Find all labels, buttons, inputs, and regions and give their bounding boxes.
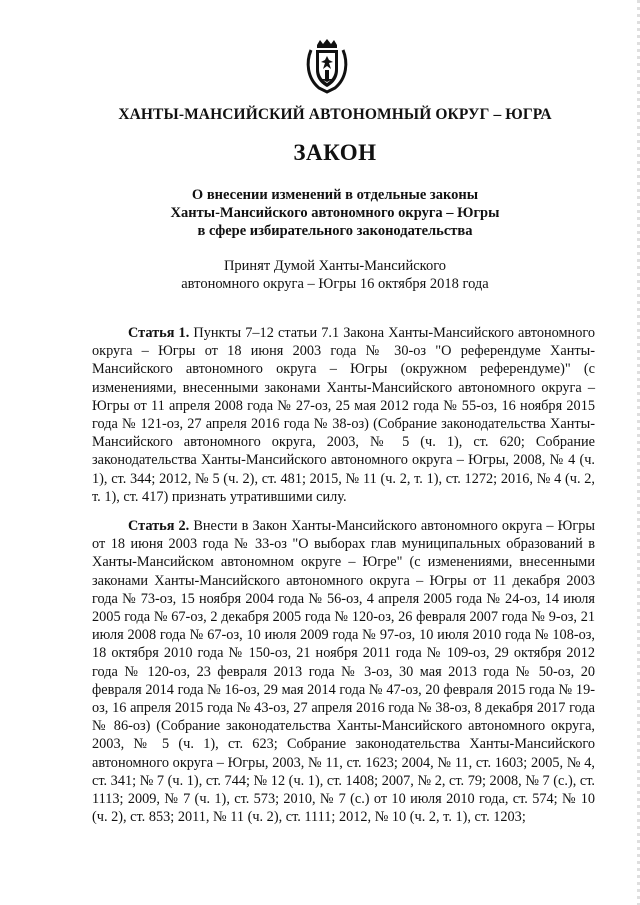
article-text: Внести в Закон Ханты-Мансийского автономного округа – Югры от 18 июня 2003 года № 33-оз "О выборах глав муниципальных образований в Ханты-Мансийском автономном округе – Югре" (с изменениями, внесенными законами Ханты-Мансийского автономного округа – Югры от 11 декабря 2003 года № 73-оз, 15 ноября 2004 года № 56-оз, 4 апреля 2005 года № 24-оз, 14 июля 2005 года № 67-оз, 2 декабря 2005 года № 120-оз, 26 февраля 2007 года № 9-оз, 21 июля 2008 года № 67-оз, 10 июля 2009 года № 97-оз, 10 июля 2010 года № 108-оз, 18 октября 2010 года № 150-оз, 21 ноября 2011 года № 109-оз, 29 октября 2012 года № 120-оз, 23 февраля 2013 года № 3-оз, 30 мая 2013 года № 50-оз, 20 февраля 2014 года № 16-оз, 29 мая 2014 года № 47-оз, 20 февраля 2015 года № 19-оз, 16 апреля 2015 года № 43-оз, 27 апреля 2016 года № 38-оз, 8 декабря 2017 года № 86-оз) (Собрание законодательства Ханты-Мансийского автономного округа, 2003, № 5 (ч. 1), ст. 623; Собрание законодательства Ханты-Мансийского автономного округа – Югры, 2003, № 11, ст. 1623; 2004, № 11, ст. 1603; 2005, № 4, ст. 341; № 7 (ч. 1), ст. 744; № 12 (ч. 1), ст. 1408; 2007, № 2, ст. 79; 2008, № 7 (с.), ст. 1113; 2009, № 7 (ч. 1), ст. 573; 2010, № 7 (с.) от 10 июля 2010 года, ст. 574; № 10 (ч. 2), ст. 853; 2011, № 11 (ч. 2), ст. 1111; 2012, № 10 (ч. 2, т. 1), ст. 1203; [92,518,595,826]
subject-line: в сфере избирательного законодательства [197,223,473,239]
coat-of-arms-icon [305,38,349,94]
adoption-line: автономного округа – Югры 16 октября 2018 года [181,276,489,292]
region-title: ХАНТЫ-МАНСИЙСКИЙ АВТОНОМНЫЙ ОКРУГ – ЮГРА [118,106,552,123]
subject-line: Ханты-Мансийского автономного округа – Югры [170,205,500,221]
article-2-paragraph [92,517,595,826]
article-1-paragraph [92,324,595,506]
subject-line: О внесении изменений в отдельные законы [191,187,479,203]
article-label: Статья 1. [128,325,190,341]
law-subject [0,186,640,240]
adoption-note [0,257,640,293]
document-type-heading: ЗАКОН [293,140,377,165]
adoption-line: Принят Думой Ханты-Мансийского [223,258,447,274]
article-label: Статья 2. [128,518,190,534]
article-text: Пункты 7–12 статьи 7.1 Закона Ханты-Мансийского автономного округа – Югры от 18 июня 2003 года № 30-оз "О референдуме Ханты-Мансийского автономного округа – Югры (окружном референдуме)" (с изменениями, внесенными законами Ханты-Мансийского автономного округа – Югры от 11 апреля 2008 года № 27-оз, 25 мая 2012 года № 55-оз, 16 ноября 2015 года № 121-оз, 27 апреля 2016 года № 38-оз) (Собрание законодательства Ханты-Мансийского автономного округа, 2003, № 5 (ч. 1), ст. 620; Собрание законодательства Ханты-Мансийского автономного округа – Югры, 2008, № 4 (ч. 1), ст. 344; 2012, № 5 (ч. 2), ст. 481; 2015, № 11 (ч. 2, т. 1), ст. 1272; 2016, № 4 (ч. 2, т. 1), ст. 417) признать утратившими силу. [92,325,595,505]
